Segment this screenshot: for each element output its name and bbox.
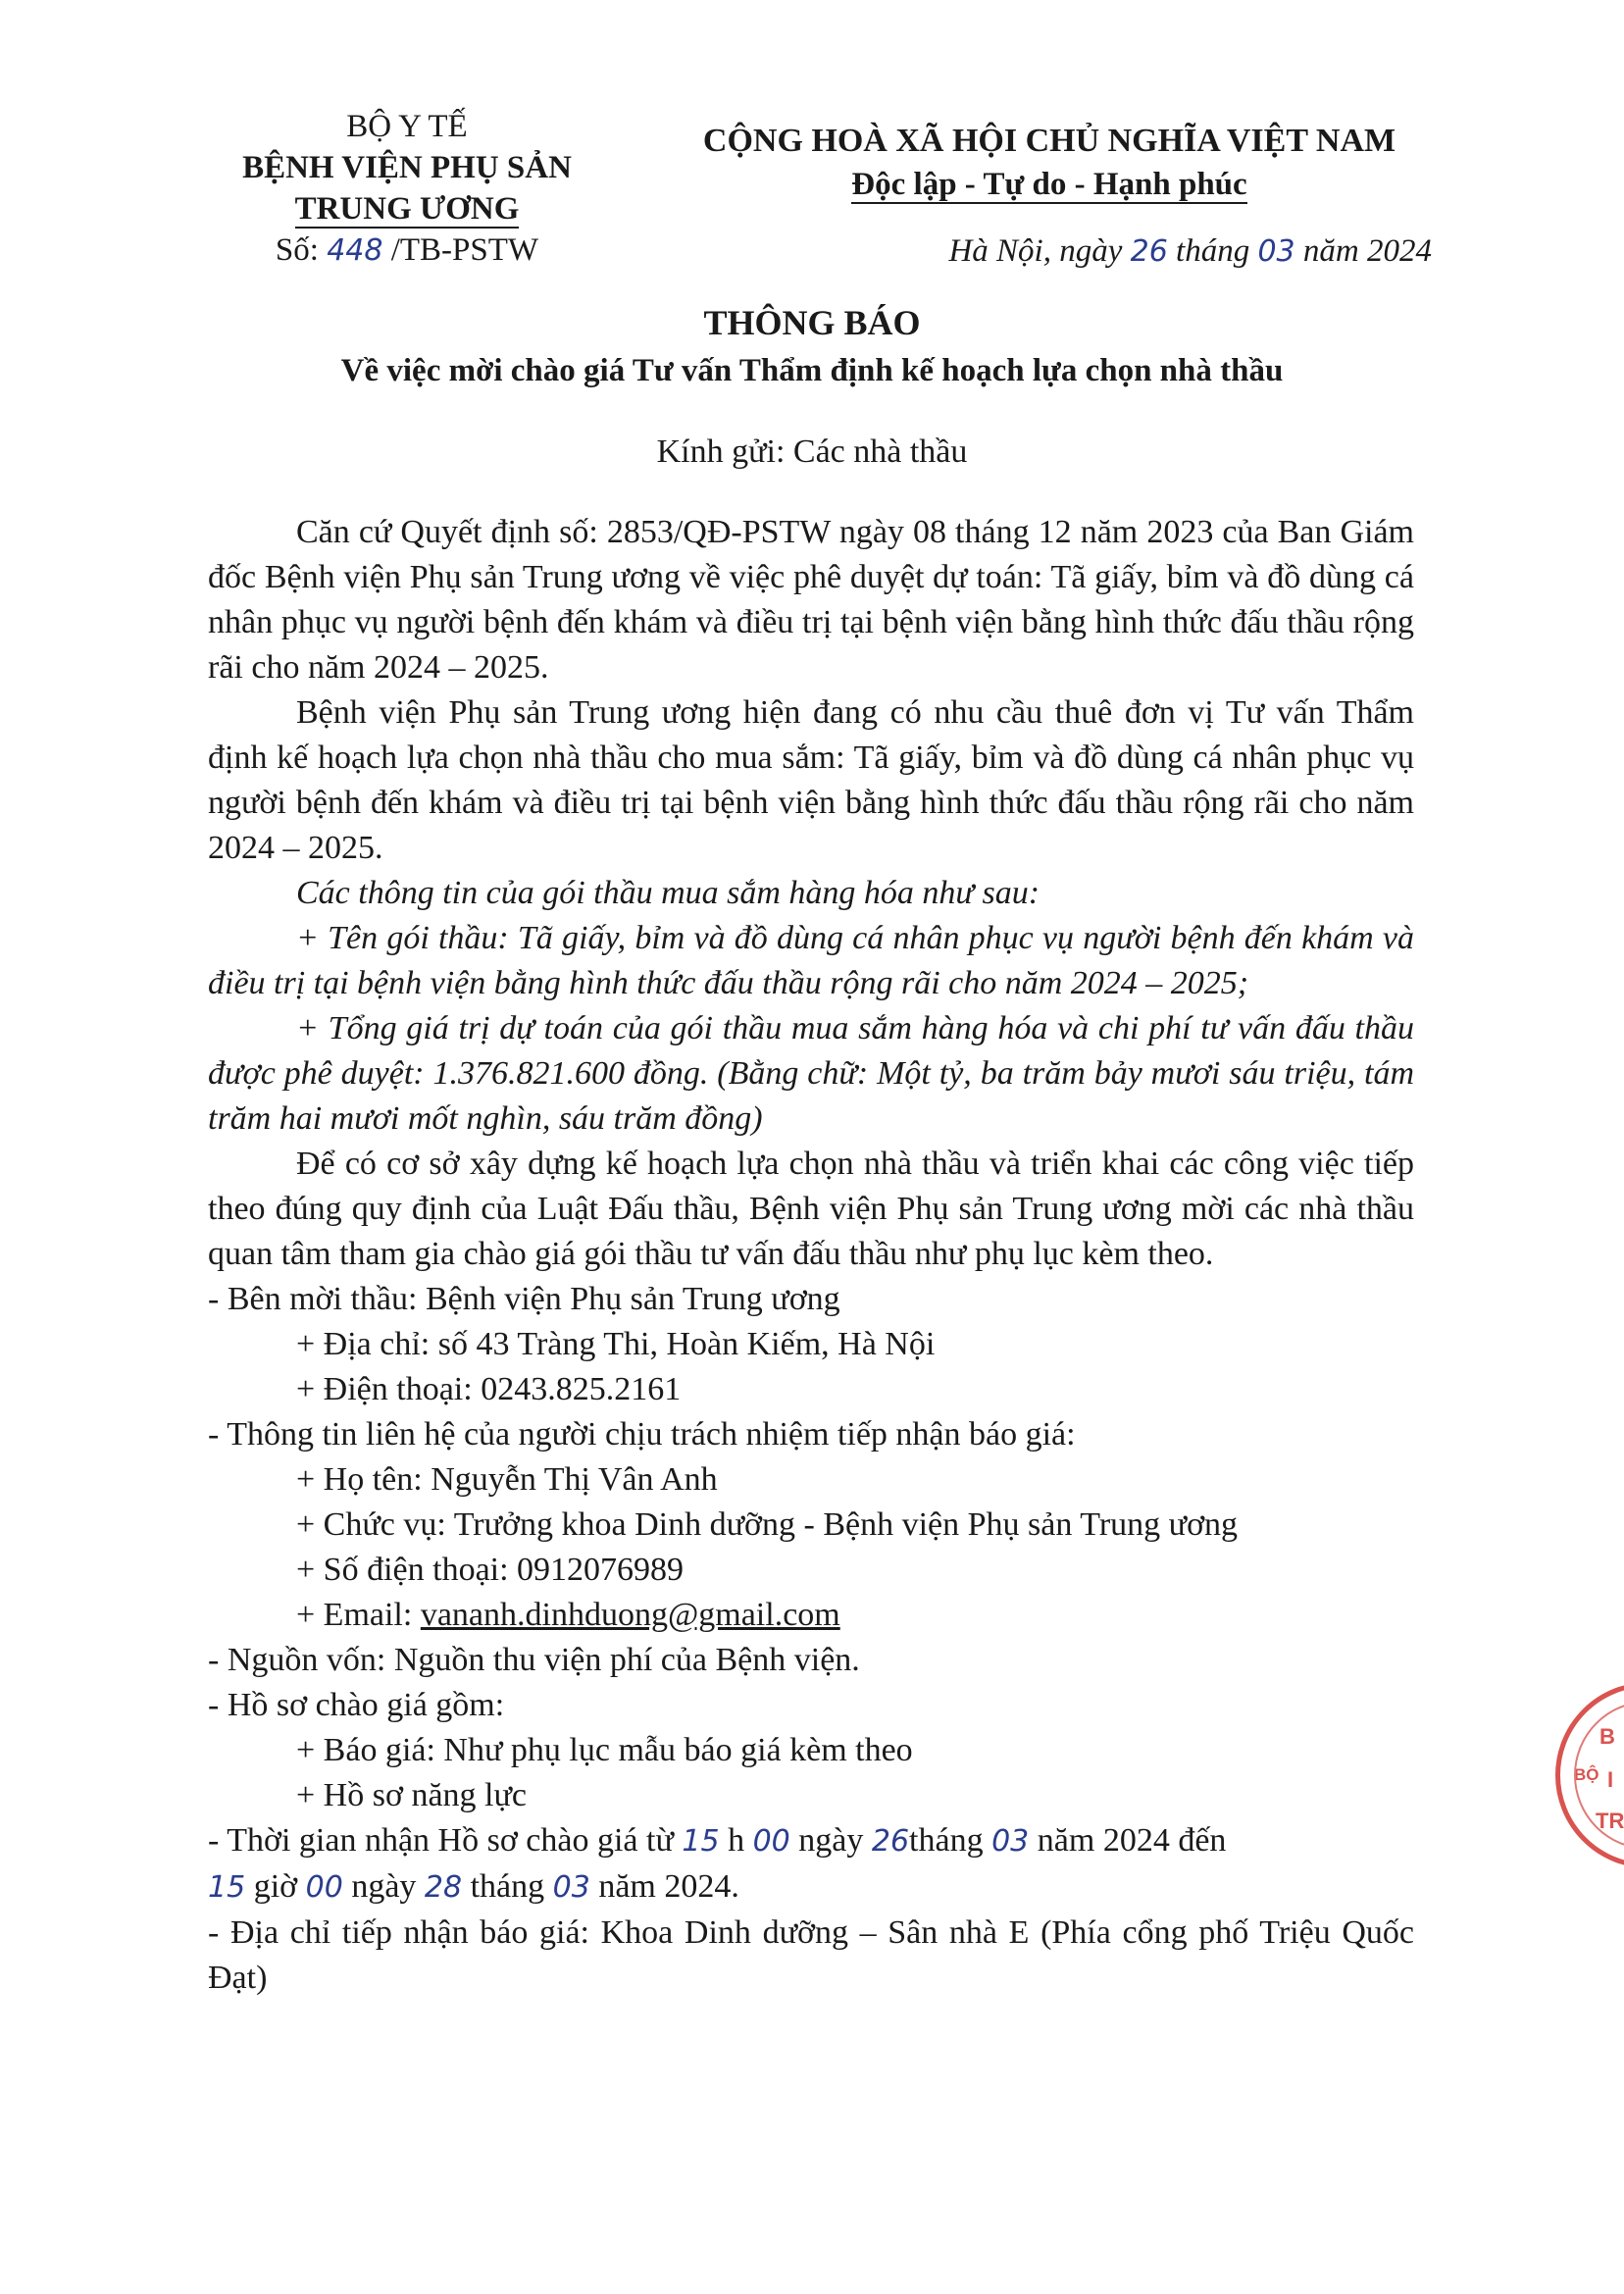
handwritten-month: 03 — [1257, 234, 1295, 269]
handwritten-number: 448 — [327, 233, 383, 268]
document-number: Số: 448 /TB-PSTW — [275, 232, 539, 268]
paragraph-invitation: Để có cơ sở xây dựng kế hoạch lựa chọn nhà thầu và triển khai các công việc tiếp theo đúng quy định của Luật Đấu thầu, Bệnh viện Phụ sản Trung ương mời các nhà thầu quan tâm tham gia chào giá gói thầu tư vấn đấu thầu như phụ lục kèm theo. — [208, 1146, 1414, 1272]
contact-email-row: + Email: vananh.dinhduong@gmail.com — [296, 1597, 840, 1633]
paragraph-package-intro: Các thông tin của gói thầu mua sắm hàng hóa như sau: — [296, 875, 1040, 911]
ministry-name: BỘ Y TẾ — [346, 109, 468, 144]
document-subtitle: Về việc mời chào giá Tư vấn Thẩm định kế hoạch lựa chọn nhà thầu — [340, 353, 1284, 388]
contact-position: + Chức vụ: Trưởng khoa Dinh dưỡng - Bệnh viện Phụ sản Trung ương — [296, 1506, 1239, 1543]
contact-line: - Thông tin liên hệ của người chịu trách nhiệm tiếp nhận báo giá: — [208, 1416, 1076, 1453]
receive-address-line: - Địa chỉ tiếp nhận báo giá: Khoa Dinh dưỡng – Sân nhà E (Phía cổng phố Triệu Quốc Đạt) — [208, 1914, 1414, 1996]
national-header — [667, 120, 1432, 206]
handwritten-day: 26 — [1130, 234, 1168, 269]
official-seal-fragment: B BỘ I TR — [1555, 1682, 1624, 1868]
document-date: Hà Nội, ngày 26 tháng 03 năm 2024 — [948, 233, 1432, 269]
contact-name: + Họ tên: Nguyễn Thị Vân Anh — [296, 1461, 718, 1498]
paragraph-basis: Căn cứ Quyết định số: 2853/QĐ-PSTW ngày 08 tháng 12 năm 2023 của Ban Giám đốc Bệnh viện Phụ sản Trung ương về việc phê duyệt dự toán: Tã giấy, bỉm và đồ dùng cá nhân phục vụ người bệnh đến khám và điều trị tại bệnh viện bằng hình thức đấu thầu rộng rãi cho năm 2024 – 2025. — [208, 514, 1414, 686]
contact-mobile: + Số điện thoại: 0912076989 — [296, 1552, 685, 1588]
inviter-address: + Địa chỉ: số 43 Tràng Thi, Hoàn Kiếm, Hà Nội — [296, 1326, 936, 1362]
hospital-name-line1: BỆNH VIỆN PHỤ SẢN — [242, 150, 572, 185]
funding-line: - Nguồn vốn: Nguồn thu viện phí của Bệnh viện. — [208, 1642, 860, 1678]
document-title: THÔNG BÁO — [703, 303, 921, 342]
paragraph-need: Bệnh viện Phụ sản Trung ương hiện đang có nhu cầu thuê đơn vị Tư vấn Thẩm định kế hoạch lựa chọn nhà thầu cho mua sắm: Tã giấy, bỉm và đồ dùng cá nhân phục vụ người bệnh đến khám và điều trị tại bệnh viện bằng hình thức đấu thầu rộng rãi cho năm 2024 – 2025. — [208, 694, 1414, 866]
timing-line: - Thời gian nhận Hồ sơ chào giá từ 15 h 00 ngày 26tháng 03 năm 2024 đến 15 giờ 00 ngày 28 tháng 03 năm 2024. — [208, 1822, 1227, 1905]
inviter-line: - Bên mời thầu: Bệnh viện Phụ sản Trung ương — [208, 1281, 840, 1317]
dossier-item-quote: + Báo giá: Như phụ lục mẫu báo giá kèm theo — [296, 1732, 913, 1768]
paragraph-package-name: + Tên gói thầu: Tã giấy, bỉm và đồ dùng cá nhân phục vụ người bệnh đến khám và điều trị tại bệnh viện bằng hình thức đấu thầu rộng rãi cho năm 2024 – 2025; — [208, 920, 1414, 1001]
national-motto: Độc lập - Tự do - Hạnh phúc — [851, 167, 1247, 202]
inviter-phone: + Điện thoại: 0243.825.2161 — [296, 1371, 682, 1407]
contact-email-link[interactable]: vananh.dinhduong@gmail.com — [420, 1597, 840, 1633]
dossier-line: - Hồ sơ chào giá gồm: — [208, 1687, 505, 1723]
hospital-name-line2: TRUNG ƯƠNG — [294, 191, 520, 227]
document-body — [208, 510, 1414, 2001]
country-name: CỘNG HOÀ XÃ HỘI CHỦ NGHĨA VIỆT NAM — [702, 123, 1396, 159]
dossier-item-capacity: + Hồ sơ năng lực — [296, 1777, 527, 1813]
paragraph-package-value: + Tổng giá trị dự toán của gói thầu mua sắm hàng hóa và chi phí tư vấn đấu thầu được phê duyệt: 1.376.821.600 đồng. (Bằng chữ: Một tỷ, ba trăm bảy mươi sáu triệu, tám trăm hai mươi mốt nghìn, sáu trăm đồng) — [208, 1010, 1414, 1137]
issuer-block — [196, 106, 618, 272]
greeting: Kính gửi: Các nhà thầu — [656, 433, 968, 470]
